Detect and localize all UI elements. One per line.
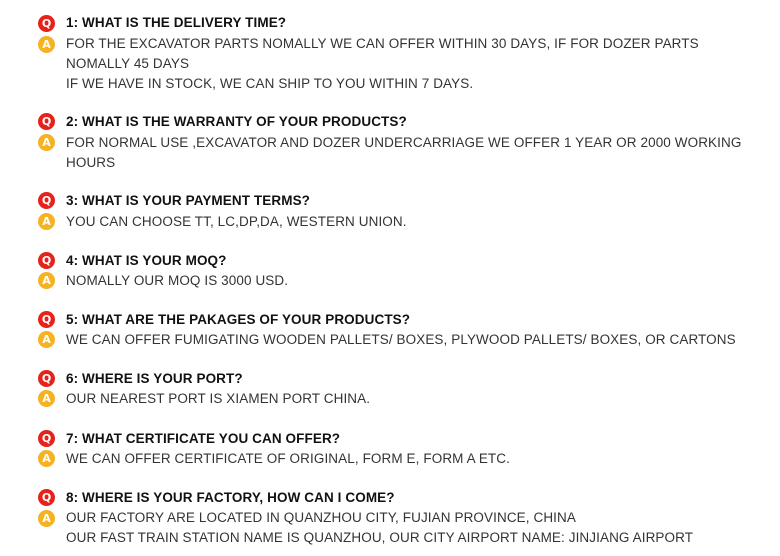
faq-answer: YOU CAN CHOOSE TT, LC,DP,DA, WESTERN UNION. (66, 214, 407, 229)
question-icon: Q (38, 430, 55, 447)
question-icon: Q (38, 370, 55, 387)
answer-icon: A (38, 272, 55, 289)
faq-question: 7: WHAT CERTIFICATE YOU CAN OFFER? (66, 431, 341, 446)
faq-question: 1: WHAT IS THE DELIVERY TIME? (66, 15, 287, 30)
faq-answer: NOMALLY OUR MOQ IS 3000 USD. (66, 273, 289, 288)
question-icon: Q (38, 113, 55, 130)
faq-question: 3: WHAT IS YOUR PAYMENT TERMS? (66, 193, 311, 208)
faq-question: 6: WHERE IS YOUR PORT? (66, 371, 243, 386)
faq-answer: WE CAN OFFER FUMIGATING WOODEN PALLETS/ BOXES, PLYWOOD PALLETS/ BOXES, OR CARTONS (66, 332, 736, 347)
answer-icon: A (38, 213, 55, 230)
faq-question: 5: WHAT ARE THE PAKAGES OF YOUR PRODUCTS? (66, 312, 411, 327)
question-icon: Q (38, 489, 55, 506)
answer-icon: A (38, 331, 55, 348)
faq-answer: FOR NORMAL USE ,EXCAVATOR AND DOZER UNDERCARRIAGE WE OFFER 1 YEAR OR 2000 WORKING HOURS (66, 135, 742, 170)
answer-icon: A (38, 36, 55, 53)
faq-question: 2: WHAT IS THE WARRANTY OF YOUR PRODUCTS? (66, 114, 407, 129)
question-icon: Q (38, 311, 55, 328)
faq-answer: FOR THE EXCAVATOR PARTS NOMALLY WE CAN OFFER WITHIN 30 DAYS, IF FOR DOZER PARTS NOMALLY 45 DAYS IF WE HAVE IN STOCK, WE CAN SHIP TO YOU WITHIN 7 DAYS. (66, 36, 699, 91)
answer-icon: A (38, 390, 55, 407)
answer-icon: A (38, 450, 55, 467)
question-icon: Q (38, 15, 55, 32)
faq-answer: WE CAN OFFER CERTIFICATE OF ORIGINAL, FORM E, FORM A ETC. (66, 451, 510, 466)
faq-question: 8: WHERE IS YOUR FACTORY, HOW CAN I COME? (66, 490, 395, 505)
question-icon: Q (38, 192, 55, 209)
question-icon: Q (38, 252, 55, 269)
faq-answer: OUR NEAREST PORT IS XIAMEN PORT CHINA. (66, 391, 371, 406)
faq-answer: OUR FACTORY ARE LOCATED IN QUANZHOU CITY, FUJIAN PROVINCE, CHINA OUR FAST TRAIN STATION NAME IS QUANZHOU, OUR CITY AIRPORT NAME: JINJIANG AIRPORT (66, 510, 694, 545)
answer-icon: A (38, 510, 55, 527)
answer-icon: A (38, 134, 55, 151)
faq-question: 4: WHAT IS YOUR MOQ? (66, 253, 227, 268)
